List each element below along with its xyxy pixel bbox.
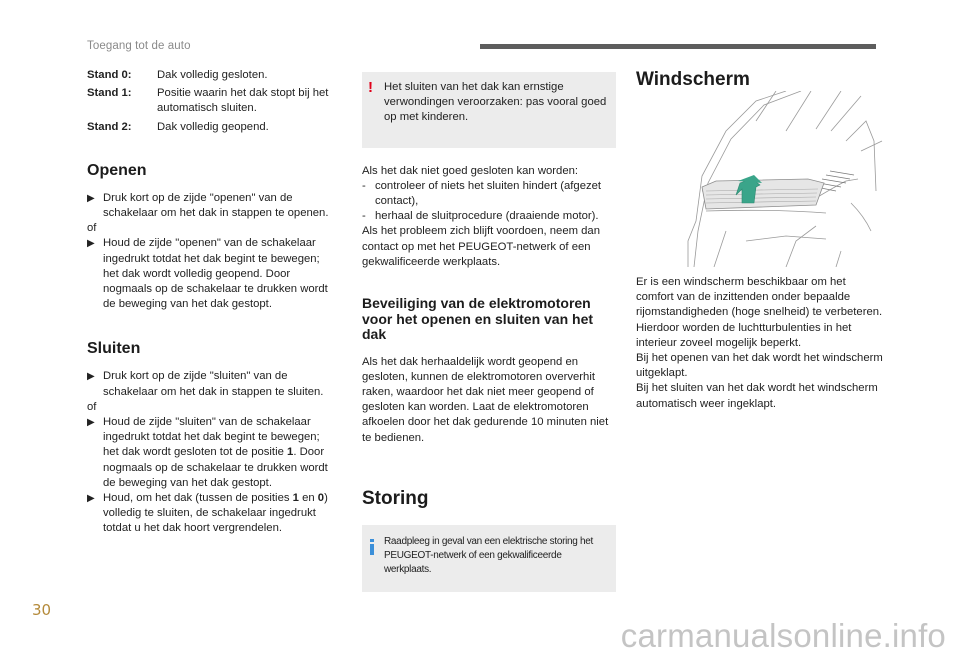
openen-instructions — [87, 191, 335, 313]
list-item — [87, 415, 335, 491]
dash-marker: - — [362, 179, 366, 192]
windscreen-illustration — [636, 91, 886, 267]
windscherm-text — [636, 275, 886, 412]
list-item — [362, 179, 616, 209]
intro-text: Als het dak niet goed gesloten kan worden: — [362, 164, 579, 177]
paragraph: Er is een windscherm beschikbaar om het comfort van de inzittenden onder bepaalde rijomstandigheden (hoge snelheid) te verbeteren. Hierdoor worden de luchtturbulenties in het interieur zoveel mogelijk beperkt. — [636, 276, 883, 349]
list-item — [87, 369, 335, 399]
beveiliging-text: Als het dak herhaaldelijk wordt geopend en gesloten, kunnen de elektromotoren oververhit raken, waardoor het dak niet meer geopend of gesloten kan worden. Laat de elektromotoren afkoelen door het dak gedurende 10 minuten niet te bedienen. — [362, 355, 609, 444]
dash-marker: - — [362, 210, 366, 223]
list-item — [87, 491, 335, 537]
bullet-icon: ▶ — [87, 238, 95, 250]
instruction-text: Houd de zijde "sluiten" van de schakelaar ingedrukt totdat het dak begint te bewegen; het dak wordt gesloten tot de positie 1. Door nogmaals op de schakelaar te drukken wordt de beweging van het dak gestopt. — [103, 416, 328, 489]
position-text: Dak volledig gesloten. — [157, 69, 268, 81]
info-box — [362, 525, 616, 592]
column-left — [87, 68, 335, 537]
incorrect-close-block — [362, 164, 616, 270]
position-label: Stand 0: — [87, 69, 132, 81]
or-text: of — [87, 400, 97, 413]
column-middle — [362, 68, 616, 592]
instruction-text: Druk kort op de zijde "sluiten" van de schakelaar om het dak in stappen te sluiten. — [103, 370, 324, 398]
list-text: herhaal de sluitprocedure (draaiende motor). — [375, 210, 599, 223]
info-text: Raadpleeg in geval van een elektrische storing het PEUGEOT-netwerk of een gekwalificeerde werkplaats. — [384, 535, 594, 575]
instruction-text: Houd de zijde "openen" van de schakelaar ingedrukt totdat het dak begint te bewegen; het dak wordt volledig geopend. Door nogmaals op de schakelaar te drukken wordt de beweging van het dak gestopt. — [103, 237, 328, 311]
header-bar — [480, 44, 876, 49]
position-row — [87, 68, 335, 83]
warning-text: Het sluiten van het dak kan ernstige verwondingen veroorzaken: pas vooral goed op met kinderen. — [384, 81, 607, 124]
list-item — [362, 209, 616, 224]
warning-box — [362, 72, 616, 148]
section-heading-openen: Openen — [87, 161, 147, 179]
watermark-text: carmanualsonline.info — [620, 616, 946, 654]
warning-exclamation-icon: ! — [368, 79, 373, 96]
page-number: 30 — [32, 601, 52, 619]
position-text: Dak volledig geopend. — [157, 120, 269, 133]
paragraph: Bij het openen van het dak wordt het windscherm uitgeklapt. — [636, 352, 883, 380]
section-heading-windscherm: Windscherm — [636, 69, 750, 90]
section-heading-sluiten: Sluiten — [87, 340, 141, 358]
position-list — [87, 68, 335, 135]
position-row — [87, 86, 335, 116]
section-heading-storing: Storing — [362, 487, 429, 509]
outro-text: Als het probleem zich blijft voordoen, neem dan contact op met het PEUGEOT-netwerk of een gekwalificeerde werkplaats. — [362, 225, 600, 268]
position-label: Stand 1: — [87, 87, 132, 100]
bullet-icon: ▶ — [87, 192, 95, 204]
position-label: Stand 2: — [87, 120, 132, 133]
bullet-icon: ▶ — [87, 493, 95, 505]
section-heading-beveiliging: Beveiliging van de elektromotoren voor het openen en sluiten van het dak — [362, 295, 594, 343]
or-text: of — [87, 222, 97, 235]
position-row — [87, 120, 335, 135]
bullet-icon: ▶ — [87, 371, 95, 383]
windscreen-drawing — [636, 91, 886, 267]
column-right — [636, 68, 886, 412]
sluiten-instructions — [87, 369, 335, 536]
position-text: Positie waarin het dak stopt bij het automatisch sluiten. — [157, 87, 329, 115]
paragraph: Bij het sluiten van het dak wordt het windscherm automatisch weer ingeklapt. — [636, 382, 878, 410]
instruction-text: Houd, om het dak (tussen de posities 1 en 0) volledig te sluiten, de schakelaar ingedrukt totdat u het dak hoort vergrendelen. — [103, 492, 328, 535]
list-text: controleer of niets het sluiten hindert (afgezet contact), — [375, 179, 602, 208]
info-icon — [368, 539, 376, 555]
page-header-title: Toegang tot de auto — [87, 40, 191, 52]
bullet-icon: ▶ — [87, 417, 95, 429]
instruction-text: Druk kort op de zijde "openen" van de schakelaar om het dak in stappen te openen. — [103, 191, 329, 220]
list-item — [87, 191, 335, 221]
list-item — [87, 236, 335, 312]
